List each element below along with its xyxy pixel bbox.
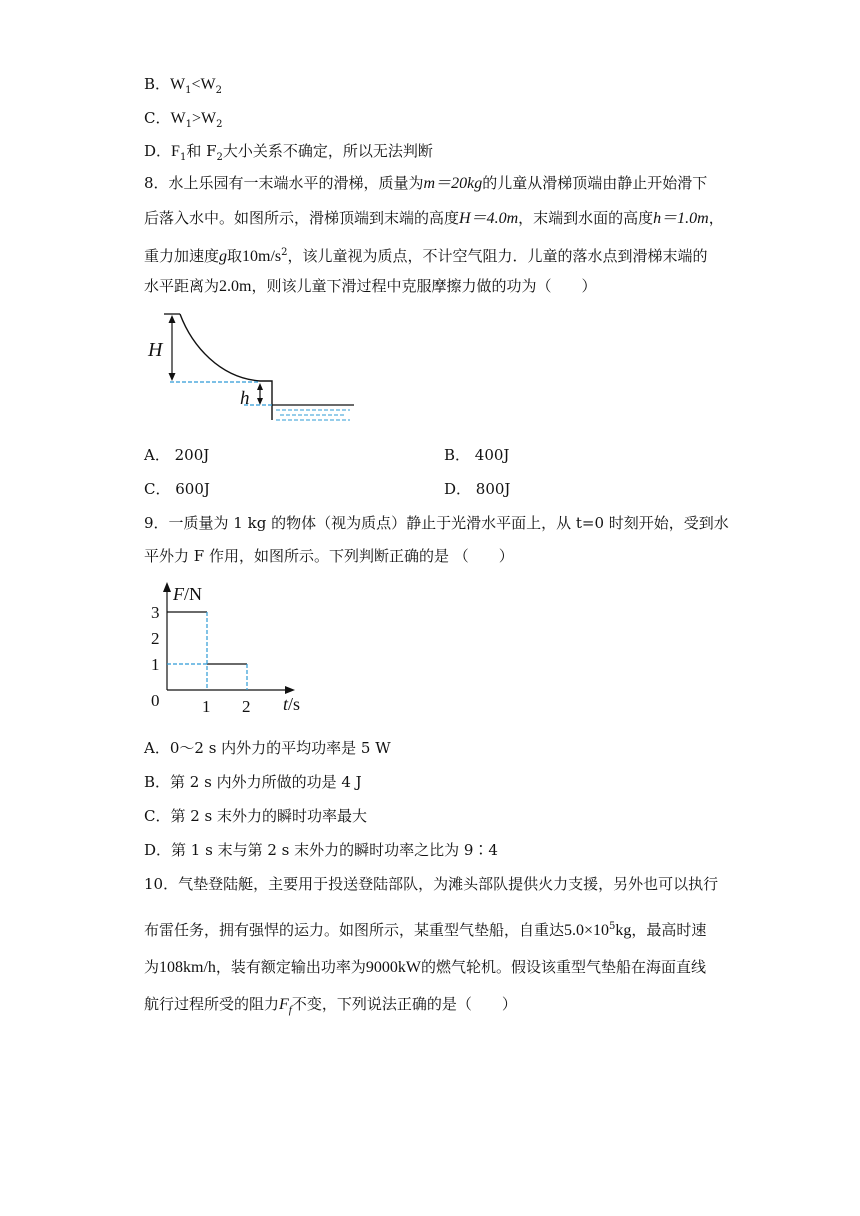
q10-line-1: 10．气垫登陆艇，主要用于投送登陆部队，为滩头部队提供火力支援，另外也可以执行 bbox=[144, 875, 719, 893]
height-label-H: H bbox=[148, 339, 163, 361]
q10-line-2: 布雷任务，拥有强悍的运力。如图所示，某重型气垫船，自重达$5.0\times 10^5kg$，最高时速 bbox=[144, 921, 707, 939]
q7-option-c: C．$W_1>W_2$ bbox=[144, 109, 223, 130]
q8-option-c: C． 600J bbox=[144, 480, 210, 498]
q8-line-3: 重力加速度g取$10m/s^2$，该儿童视为质点，不计空气阻力．儿童的落水点到滑梯末端的 bbox=[144, 247, 708, 265]
h-height-arrow-down bbox=[169, 373, 176, 381]
q9-option-b: B．第 2 s 内外力所做的功是 4 J bbox=[144, 773, 362, 791]
height-label-h: h bbox=[240, 388, 250, 409]
q9-option-d: D．第 1 s 末与第 2 s 末外力的瞬时功率之比为 9∶4 bbox=[144, 841, 498, 859]
q8-option-a: A． 200J bbox=[144, 446, 210, 464]
h-small-arrow-down bbox=[257, 398, 263, 405]
q8-line-1: 8．水上乐园有一末端水平的滑梯，质量为m＝20kg的儿童从滑梯顶端由静止开始滑下 bbox=[144, 174, 708, 192]
h-small-arrow-up bbox=[257, 383, 263, 390]
slide-curve bbox=[180, 314, 272, 420]
q9-option-a: A．0～2 s 内外力的平均功率是 5 W bbox=[144, 739, 391, 757]
q9-option-c: C．第 2 s 末外力的瞬时功率最大 bbox=[144, 807, 368, 825]
y-axis-arrow bbox=[163, 582, 171, 592]
q7-option-d: D．$F_1$和 $F_2$大小关系不确定，所以无法判断 bbox=[144, 142, 433, 163]
q9-line-1: 9．一质量为 1 kg 的物体（视为质点）静止于光滑水平面上，从 t=0 时刻开始，受到水 bbox=[144, 514, 729, 532]
q9-line-2: 平外力 F 作用，如图所示。下列判断正确的是 （ ） bbox=[144, 547, 514, 565]
q8-option-d: D． 800J bbox=[444, 480, 511, 498]
origin-label: 0 bbox=[151, 691, 160, 710]
x-tick-label: 2 bbox=[242, 697, 251, 716]
x-axis-arrow bbox=[285, 686, 295, 694]
y-tick-label: 2 bbox=[151, 629, 160, 648]
y-axis-label: F/N bbox=[173, 584, 202, 604]
h-height-arrow-up bbox=[169, 315, 176, 323]
y-tick-label: 1 bbox=[151, 655, 160, 674]
y-tick-label: 3 bbox=[151, 603, 160, 622]
x-axis-label: t/s bbox=[283, 694, 301, 714]
q7-option-b: B．$W_1<W_2$ bbox=[144, 75, 223, 96]
q8-line-4: 水平距离为2.0m，则该儿童下滑过程中克服摩擦力做的功为（ ） bbox=[144, 277, 597, 295]
x-tick-label: 1 bbox=[202, 697, 211, 716]
force-time-chart bbox=[140, 578, 320, 716]
q10-line-3: 为108km/h，装有额定输出功率为9000kW的燃气轮机。假设该重型气垫船在海面直线 bbox=[144, 958, 707, 976]
slide-diagram bbox=[140, 306, 370, 428]
q10-line-4: 航行过程所受的阻力$F_f$不变，下列说法正确的是（ ） bbox=[144, 995, 517, 1016]
q8-line-2: 后落入水中。如图所示，滑梯顶端到末端的高度H＝4.0m，末端到水面的高度h＝1.0m， bbox=[144, 209, 724, 227]
q8-option-b: B． 400J bbox=[444, 446, 510, 464]
